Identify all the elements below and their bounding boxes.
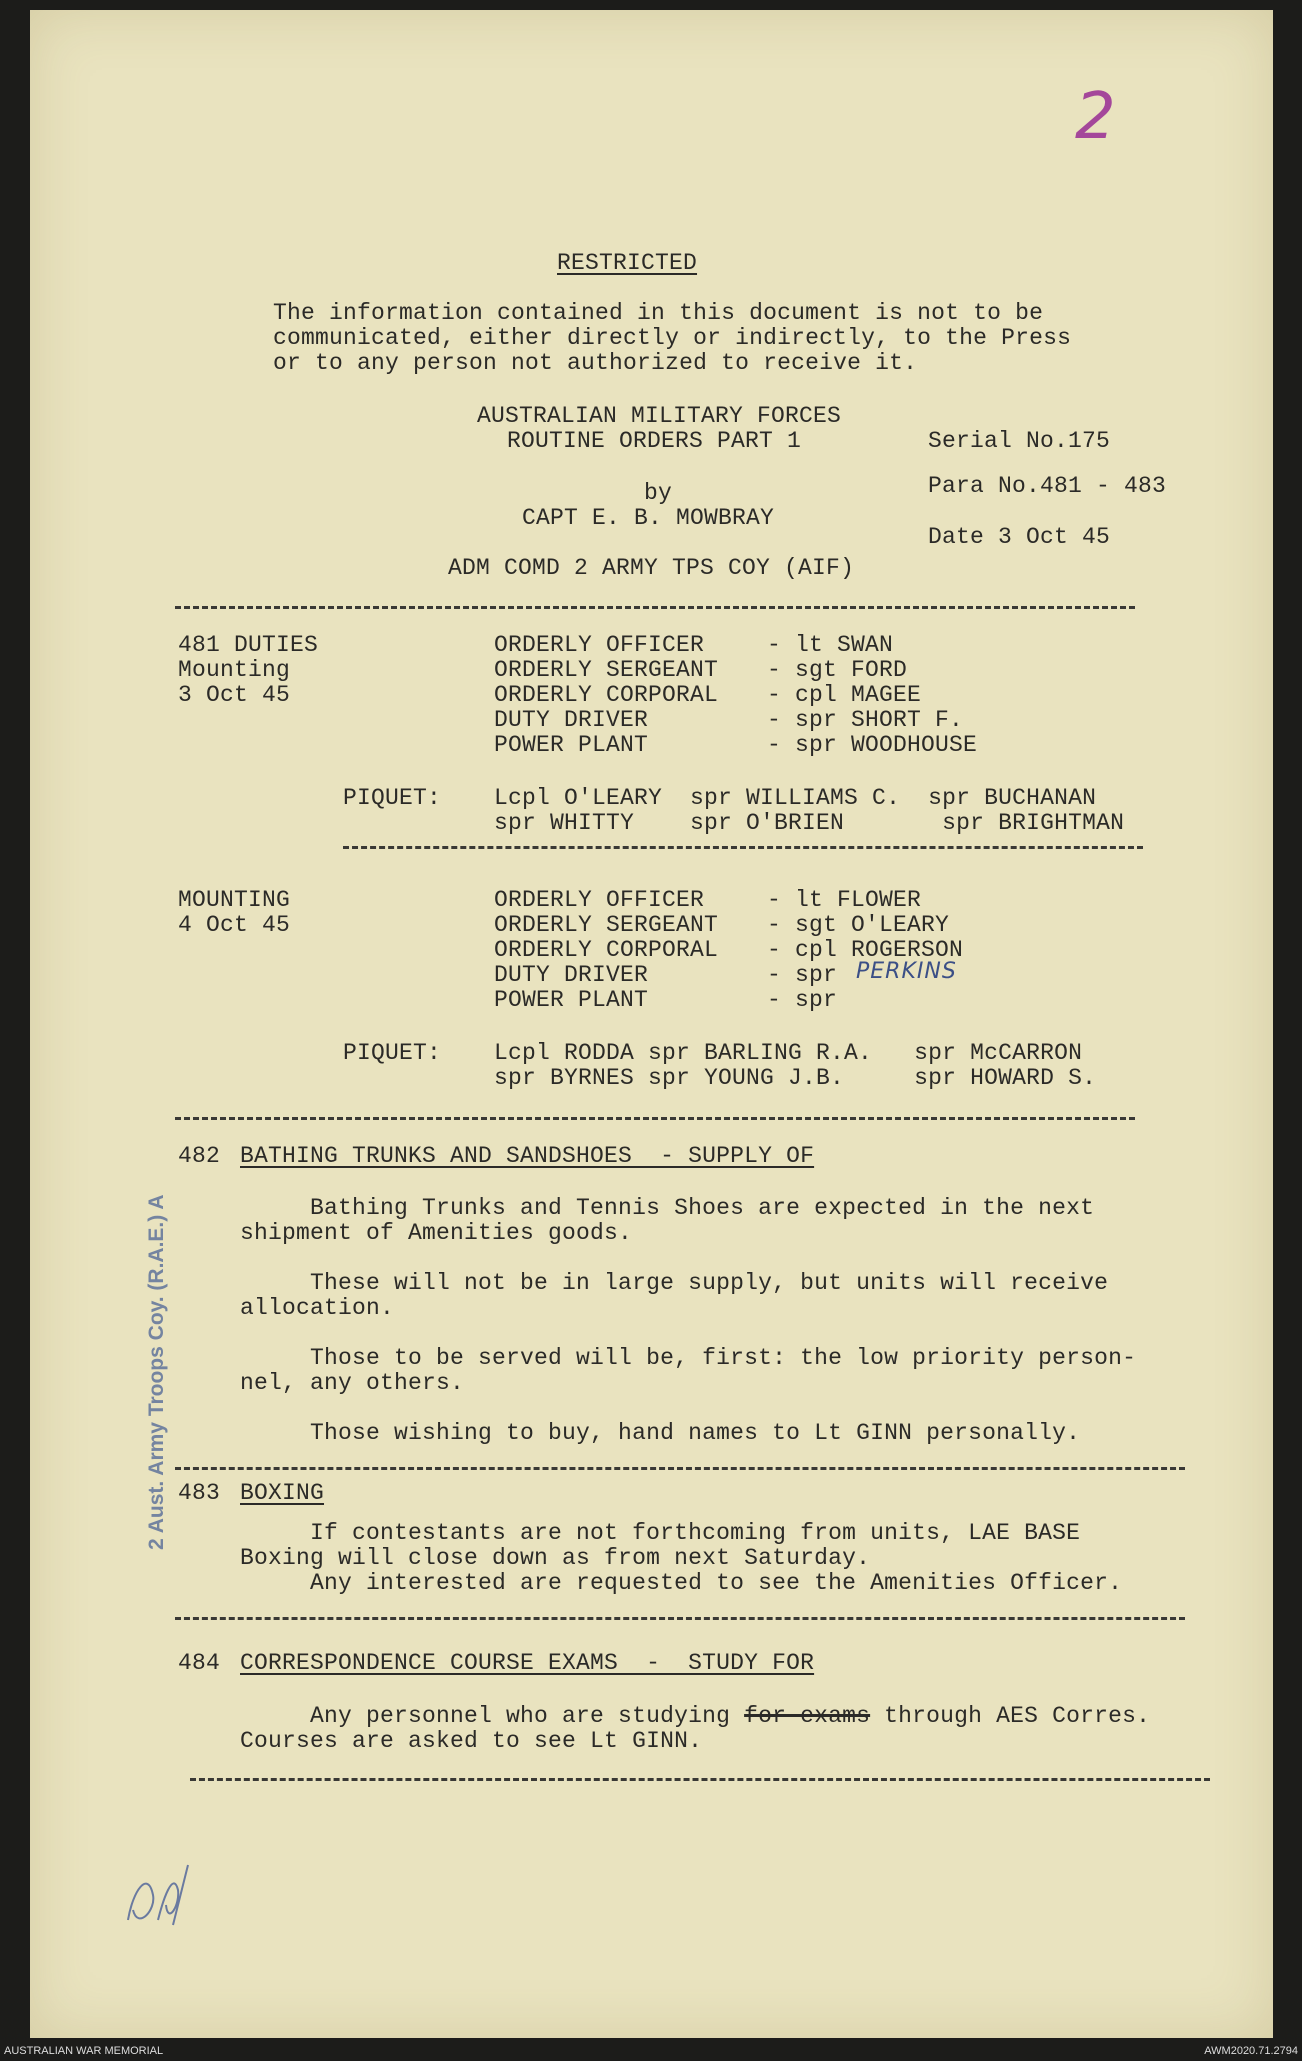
duty-name: - spr	[767, 962, 838, 988]
duties-mounting: Mounting	[178, 657, 291, 683]
piquet-line-1: Lcpl O'LEARY spr WILLIAMS C. spr BUCHANAN	[494, 785, 1097, 811]
para-483-text: Boxing will close down as from next Saturday.	[240, 1545, 871, 1571]
duty-name: - cpl MAGEE	[767, 682, 922, 708]
piquet-line-1: Lcpl RODDA spr BARLING R.A. spr McCARRON	[494, 1040, 1083, 1066]
duty-role: ORDERLY OFFICER	[494, 632, 705, 658]
duty-name: - spr	[767, 987, 838, 1013]
duty-role: ORDERLY SERGEANT	[494, 912, 719, 938]
para-482-text: nel, any others.	[240, 1370, 465, 1396]
serial-number: Serial No.175	[928, 428, 1111, 454]
duty-name: - sgt O'LEARY	[767, 912, 950, 938]
separator	[175, 1117, 1135, 1120]
mounting-heading: MOUNTING	[178, 887, 291, 913]
notice-line-3: or to any person not authorized to receive it.	[273, 350, 918, 376]
para-482-text: Bathing Trunks and Tennis Shoes are expected in the next	[240, 1195, 1095, 1221]
handwritten-driver-name: PERKINS	[856, 959, 957, 984]
para-484-number: 484	[178, 1650, 221, 1676]
duty-role: POWER PLANT	[494, 732, 649, 758]
separator	[175, 606, 1135, 609]
duty-name: - sgt FORD	[767, 657, 908, 683]
duty-name: - lt SWAN	[767, 632, 894, 658]
para-483-text: Any interested are requested to see the Amenities Officer.	[240, 1570, 1123, 1596]
duty-name: - spr WOODHOUSE	[767, 732, 978, 758]
duty-role: ORDERLY CORPORAL	[494, 937, 719, 963]
officer-name: CAPT E. B. MOWBRAY	[522, 505, 775, 531]
duty-role: ORDERLY CORPORAL	[494, 682, 719, 708]
restricted-heading: RESTRICTED	[557, 250, 698, 276]
struck-text: for exams	[744, 1703, 871, 1729]
notice-line-1: The information contained in this document is not to be	[273, 300, 1044, 326]
para-483-number: 483	[178, 1480, 221, 1506]
duty-name: - cpl ROGERSON	[767, 937, 964, 963]
duty-role: DUTY DRIVER	[494, 707, 649, 733]
org-name: AUSTRALIAN MILITARY FORCES	[477, 403, 842, 429]
unit-name: ADM COMD 2 ARMY TPS COY (AIF)	[448, 555, 855, 581]
duty-role: POWER PLANT	[494, 987, 649, 1013]
para-484-text-end: through AES Corres.	[870, 1703, 1151, 1729]
para-482-text: Those wishing to buy, hand names to Lt GINN personally.	[240, 1420, 1081, 1446]
piquet-label: PIQUET:	[343, 1040, 442, 1066]
separator	[190, 1778, 1210, 1781]
para-482-text: shipment of Amenities goods.	[240, 1220, 633, 1246]
by-label: by	[644, 480, 673, 506]
para-483-text: If contestants are not forthcoming from units, LAE BASE	[240, 1520, 1081, 1546]
duty-name: - spr SHORT F.	[767, 707, 964, 733]
initials-signature-icon	[118, 1850, 198, 1940]
separator	[175, 1617, 1185, 1620]
page-number-mark: 2	[1075, 80, 1116, 154]
duty-role: ORDERLY SERGEANT	[494, 657, 719, 683]
duties-date: 3 Oct 45	[178, 682, 291, 708]
para-482-number: 482	[178, 1143, 221, 1169]
duties-heading: 481 DUTIES	[178, 632, 319, 658]
para-number: Para No.481 - 483	[928, 473, 1167, 499]
piquet-label: PIQUET:	[343, 785, 442, 811]
para-484-text	[240, 1703, 1150, 1729]
para-483-title: BOXING	[240, 1480, 325, 1506]
footer-right: AWM2020.71.2794	[1204, 2045, 1298, 2057]
para-484-text-start: Any personnel who are studying	[240, 1703, 745, 1729]
piquet-line-2: spr WHITTY spr O'BRIEN spr BRIGHTMAN	[494, 810, 1125, 836]
unit-stamp: 2 Aust. Army Troops Coy. (R.A.E.) A	[145, 1194, 168, 1550]
footer-left: AUSTRALIAN WAR MEMORIAL	[4, 2045, 164, 2057]
piquet-line-2: spr BYRNES spr YOUNG J.B. spr HOWARD S.	[494, 1065, 1097, 1091]
para-484-title: CORRESPONDENCE COURSE EXAMS - STUDY FOR	[240, 1650, 815, 1676]
notice-line-2: communicated, either directly or indirectly, to the Press	[273, 325, 1072, 351]
para-482-text: These will not be in large supply, but units will receive	[240, 1270, 1109, 1296]
duty-role: DUTY DRIVER	[494, 962, 649, 988]
document-page	[30, 10, 1273, 2038]
duty-name: - lt FLOWER	[767, 887, 922, 913]
para-482-text: Those to be served will be, first: the low priority person-	[240, 1345, 1137, 1371]
para-482-title: BATHING TRUNKS AND SANDSHOES - SUPPLY OF	[240, 1143, 815, 1169]
duty-role: ORDERLY OFFICER	[494, 887, 705, 913]
separator	[175, 1467, 1185, 1470]
orders-title: ROUTINE ORDERS PART 1	[507, 428, 802, 454]
para-484-text: Courses are asked to see Lt GINN.	[240, 1728, 703, 1754]
para-482-text: allocation.	[240, 1295, 395, 1321]
separator	[343, 846, 1143, 849]
mounting-date: 4 Oct 45	[178, 912, 291, 938]
order-date: Date 3 Oct 45	[928, 524, 1111, 550]
